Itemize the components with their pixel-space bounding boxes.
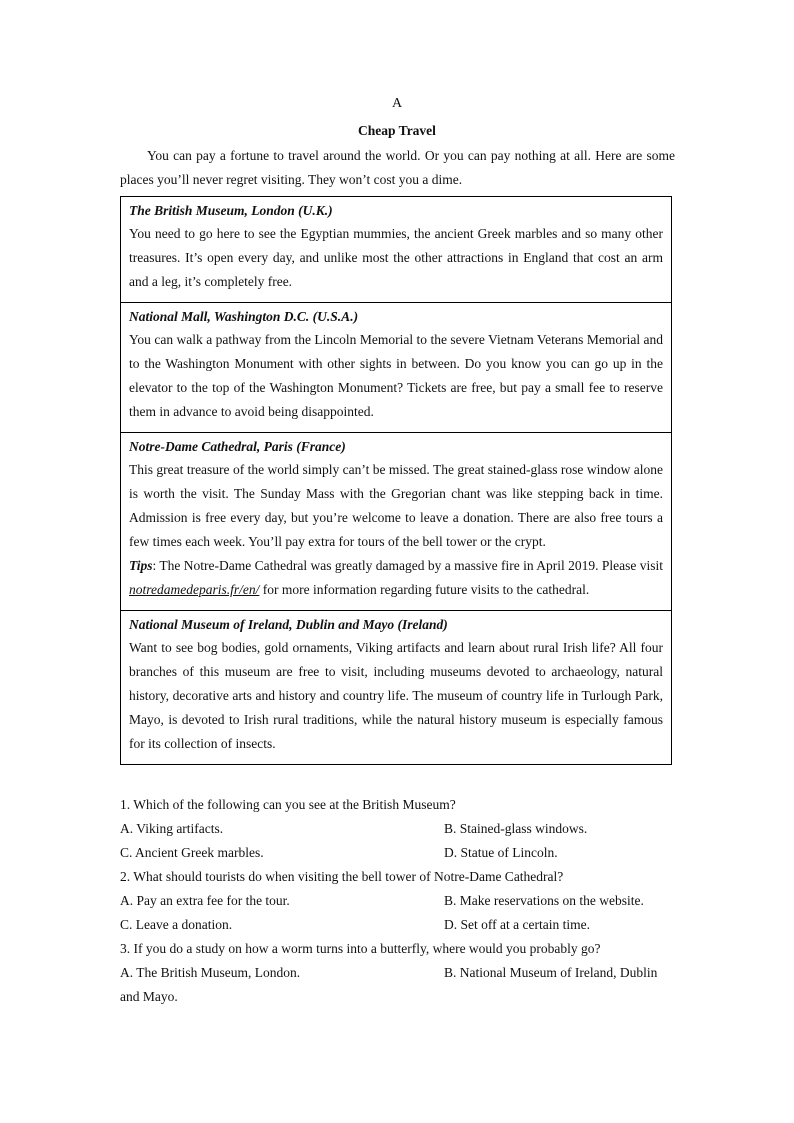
intro-paragraph [120, 144, 675, 192]
section-letter: A [391, 96, 403, 111]
questions-section [120, 793, 675, 1009]
question-1-option-b: B. Stained-glass windows. [444, 821, 588, 836]
question-3-option-a: A. The British Museum, London. [120, 965, 301, 980]
place-description: Want to see bog bodies, gold ornaments, Viking artifacts and learn about rural Irish life? All four branches of this museum are free to visit, including museums devoted to archaeology, natural history, decorative arts and history and country life. The museum of country life in Turlough Park, Mayo, is devoted to Irish rural traditions, while the natural history museum is especially famous for its collection of insects. [129, 640, 663, 751]
tips-paragraph [129, 554, 663, 602]
question-3-stem: 3. If you do a study on how a worm turns into a butterfly, where would you probably go? [120, 941, 601, 956]
place-title: National Museum of Ireland, Dublin and Mayo (Ireland) [129, 617, 448, 632]
question-1-options-row-2 [120, 841, 675, 865]
question-2-option-d: D. Set off at a certain time. [444, 917, 590, 932]
place-title: Notre-Dame Cathedral, Paris (France) [129, 439, 346, 454]
passage-title: Cheap Travel [358, 123, 436, 138]
place-cell-national-museum-ireland [121, 610, 671, 764]
question-1-option-c: C. Ancient Greek marbles. [120, 845, 264, 860]
place-title: National Mall, Washington D.C. (U.S.A.) [129, 309, 359, 324]
tips-text-after: for more information regarding future visits to the cathedral. [259, 582, 590, 597]
question-2-option-b: B. Make reservations on the website. [444, 893, 644, 908]
place-description: You need to go here to see the Egyptian mummies, the ancient Greek marbles and so many other treasures. It’s open every day, and unlike most the other attractions in England that cost an arm and a leg, it’s completely free. [129, 226, 663, 289]
question-2-options-row-1 [120, 889, 675, 913]
question-3-option-b: B. National Museum of Ireland, Dublin [444, 965, 658, 980]
question-1-options-row-1 [120, 817, 675, 841]
place-description: You can walk a pathway from the Lincoln Memorial to the severe Vietnam Veterans Memorial and to the Washington Monument with other sights in between. Do you know you can go up in the elevator to the top of the Washington Monument? Tickets are free, but pay a small fee to reserve them in advance to avoid being disappointed. [129, 332, 663, 419]
question-1-option-d: D. Statue of Lincoln. [444, 845, 558, 860]
question-1-stem: 1. Which of the following can you see at the British Museum? [120, 797, 456, 812]
question-2-options-row-2 [120, 913, 675, 937]
places-table [120, 196, 672, 765]
intro-text: You can pay a fortune to travel around the world. Or you can pay nothing at all. Here are some places you’ll never regret visiting. They won’t cost you a dime. [120, 148, 675, 187]
question-2-option-c: C. Leave a donation. [120, 917, 233, 932]
place-title: The British Museum, London (U.K.) [129, 203, 333, 218]
question-3-options-row-1 [120, 961, 675, 985]
notre-dame-website-link[interactable]: notredamedeparis.fr/en/ [129, 582, 260, 597]
place-cell-national-mall [121, 302, 671, 432]
tips-label: Tips [129, 558, 153, 573]
question-1-option-a: A. Viking artifacts. [120, 821, 224, 836]
place-cell-british-museum [121, 197, 671, 302]
question-2-option-a: A. Pay an extra fee for the tour. [120, 893, 290, 908]
place-description: This great treasure of the world simply can’t be missed. The great stained-glass rose window alone is worth the visit. The Sunday Mass with the Gregorian chant was like stepping back in time. Admission is free every day, but you’re welcome to leave a donation. There are also free tours a few times each week. You’ll pay extra for tours of the bell tower or the crypt. [129, 462, 663, 549]
place-cell-notre-dame [121, 432, 671, 610]
question-2-stem: 2. What should tourists do when visiting the bell tower of Notre-Dame Cathedral? [120, 869, 564, 884]
question-3-option-b-continued: and Mayo. [120, 989, 178, 1004]
tips-text-before: : The Notre-Dame Cathedral was greatly damaged by a massive fire in April 2019. Please visit [152, 558, 663, 573]
